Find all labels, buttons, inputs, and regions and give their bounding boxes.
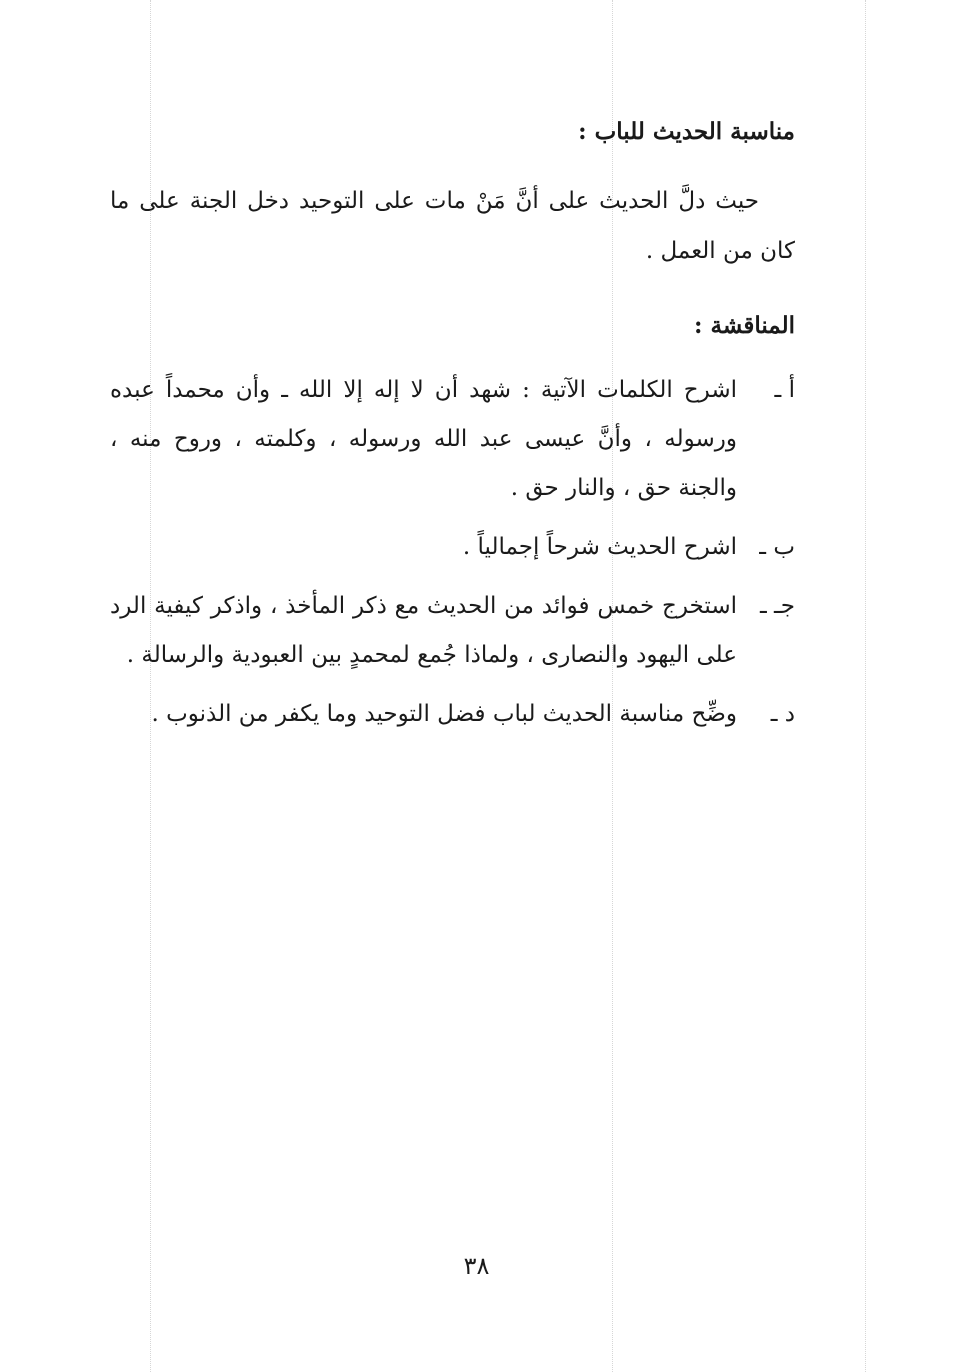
- page-content: [110, 112, 795, 749]
- question-text: اشرح الكلمات الآتية : شهد أن لا إله إلا الله ـ وأن محمداً عبده ورسوله ، وأنَّ عيسى عبد الله ورسوله ، وكلمته ، وروح منه ، والجنة حق ، والنار حق .: [110, 377, 737, 501]
- question-item-a: [110, 366, 795, 513]
- question-text: استخرج خمس فوائد من الحديث مع ذكر المأخذ ، واذكر كيفية الرد على اليهود والنصارى ، ولماذا جُمع لمحمدٍ بين العبودية والرسالة .: [110, 593, 737, 668]
- question-text: وضِّح مناسبة الحديث لباب فضل التوحيد وما يكفر من الذنوب .: [151, 701, 737, 727]
- question-item-c: [110, 582, 795, 680]
- section-title: مناسبة الحديث للباب :: [578, 118, 795, 145]
- question-marker: ب ـ: [759, 534, 795, 560]
- question-item-d: [110, 690, 795, 739]
- question-marker: أ ـ: [774, 377, 795, 403]
- question-marker: د ـ: [770, 701, 795, 727]
- question-item-b: [110, 523, 795, 572]
- scan-artifact-line: [865, 0, 866, 1372]
- discussion-title: المناقشة :: [694, 312, 795, 339]
- questions-list: [110, 366, 795, 739]
- relevance-paragraph: حيث دلَّ الحديث على أنَّ مَنْ مات على التوحيد دخل الجنة على ما كان من العمل .: [110, 188, 795, 264]
- question-text: اشرح الحديث شرحاً إجمالياً .: [462, 534, 737, 560]
- question-marker: جـ ـ: [759, 593, 795, 619]
- page-number: ٣٨: [463, 1252, 490, 1280]
